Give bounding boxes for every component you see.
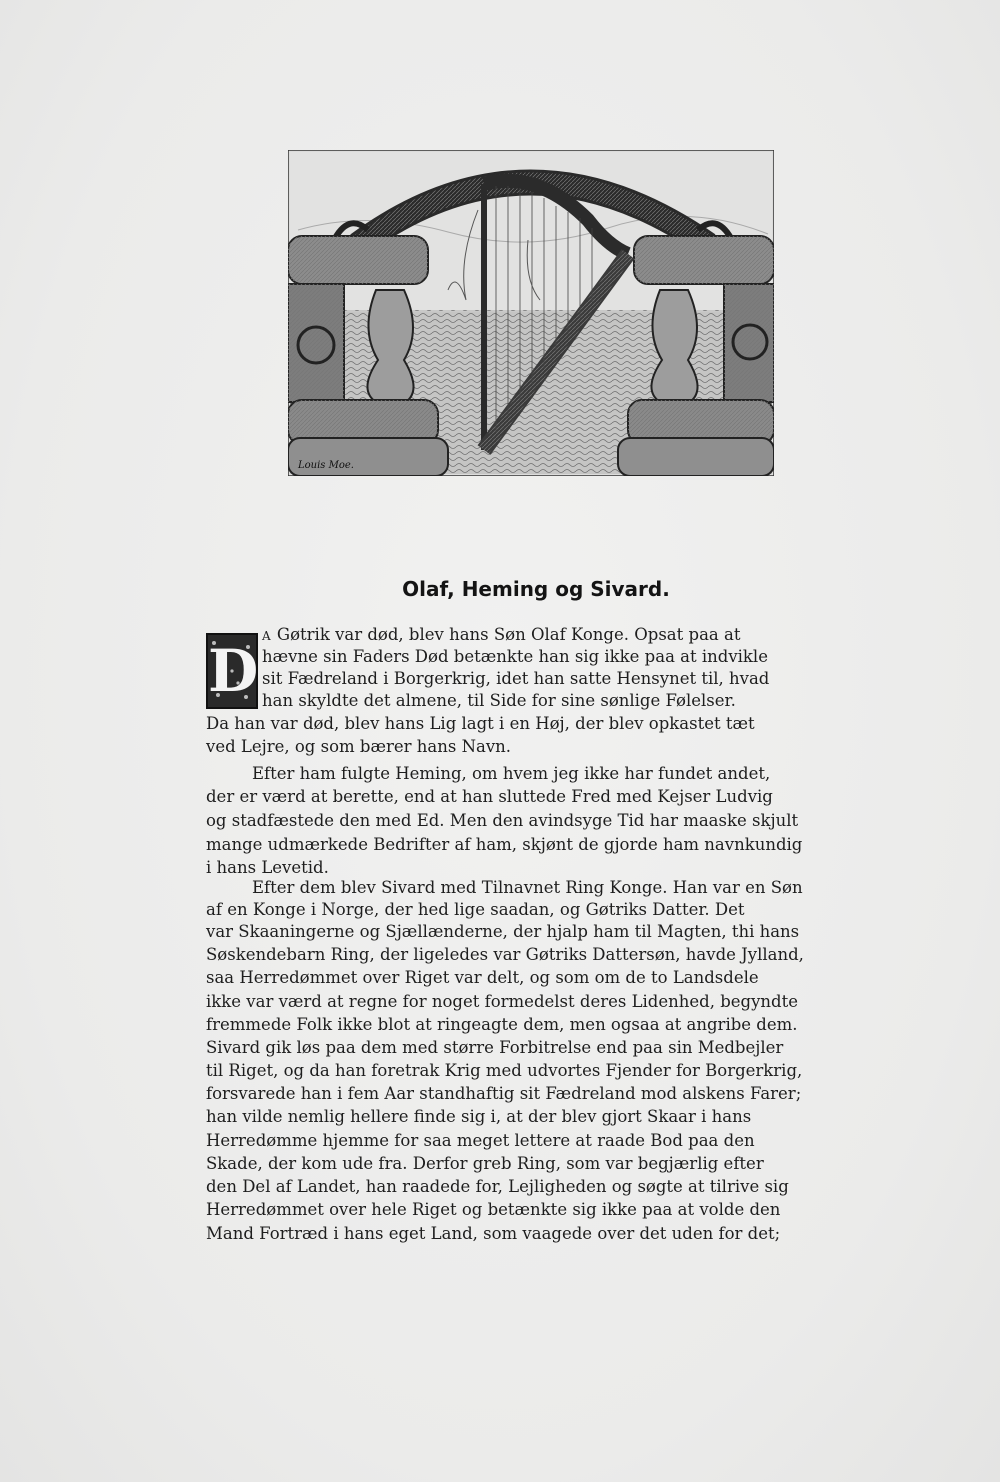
chapter-title: Olaf, Heming og Sivard. xyxy=(402,577,670,601)
text-line-10: mange udmærkede Bedrifter af ham, skjønt de gjorde ham navnkundig xyxy=(206,835,803,854)
text-line-21: forsvarede han i fem Aar standhaftig sit Fædreland mod alskens Farer; xyxy=(206,1084,802,1103)
text-line-22: han vilde nemlig hellere finde sig i, at der blev gjort Skaar i hans xyxy=(206,1107,752,1126)
text-line-23: Herredømme hjemme for saa meget lettere at raade Bod paa den xyxy=(206,1131,755,1150)
decorated-initial-d xyxy=(206,633,258,709)
text-line-1 xyxy=(262,625,740,646)
text-line-2: hævne sin Faders Død betænkte han sig ikke paa at indvikle xyxy=(262,647,768,666)
line-text: Gøtrik var død, blev hans Søn Olaf Konge. Opsat paa at xyxy=(271,625,741,644)
text-line-3: sit Fædreland i Borgerkrig, idet han satte Hensynet til, hvad xyxy=(262,669,770,688)
text-line-9: og stadfæstede den med Ed. Men den avindsyge Tid har maaske skjult xyxy=(206,811,799,830)
text-line-7: Efter ham fulgte Heming, om hvem jeg ikke har fundet andet, xyxy=(252,764,771,783)
text-line-15: Søskendebarn Ring, der ligeledes var Gøtriks Dattersøn, havde Jylland, xyxy=(206,945,804,964)
text-line-17: ikke var værd at regne for noget formedelst deres Lidenhed, begyndte xyxy=(206,992,799,1011)
harp-illustration xyxy=(288,150,774,476)
text-line-6: ved Lejre, og som bærer hans Navn. xyxy=(206,737,512,756)
text-line-16: saa Herredømmet over Riget var delt, og som om de to Landsdele xyxy=(206,968,759,987)
text-line-14: var Skaaningerne og Sjællænderne, der hjalp ham til Magten, thi hans xyxy=(206,922,800,941)
illustrator-signature: Louis Moe. xyxy=(298,460,354,471)
text-line-4: han skyldte det almene, til Side for sine sønlige Følelser. xyxy=(262,691,736,710)
dropcap-letter: D xyxy=(208,637,259,705)
text-line-19: Sivard gik løs paa dem med større Forbitrelse end paa sin Medbejler xyxy=(206,1038,784,1057)
text-line-11: i hans Levetid. xyxy=(206,858,329,877)
text-line-26: Herredømmet over hele Riget og betænkte sig ikke paa at volde den xyxy=(206,1200,781,1219)
text-line-5: Da han var død, blev hans Lig lagt i en Høj, der blev opkastet tæt xyxy=(206,714,755,733)
text-line-18: fremmede Folk ikke blot at ringeagte dem, men ogsaa at angribe dem. xyxy=(206,1015,798,1034)
text-line-27: Mand Fortræd i hans eget Land, som vaagede over det uden for det; xyxy=(206,1224,781,1243)
text-line-25: den Del af Landet, han raadede for, Lejligheden og søgte at tilrive sig xyxy=(206,1177,789,1196)
lead-letters: A xyxy=(262,629,272,643)
text-line-13: af en Konge i Norge, der hed lige saadan, og Gøtriks Datter. Det xyxy=(206,900,745,919)
text-line-8: der er værd at berette, end at han sluttede Fred med Kejser Ludvig xyxy=(206,787,773,806)
text-line-20: til Riget, og da han foretrak Krig med udvortes Fjender for Borgerkrig, xyxy=(206,1061,803,1080)
text-line-24: Skade, der kom ude fra. Derfor greb Ring, som var begjærlig efter xyxy=(206,1154,764,1173)
text-line-12: Efter dem blev Sivard med Tilnavnet Ring Konge. Han var en Søn xyxy=(252,878,803,897)
